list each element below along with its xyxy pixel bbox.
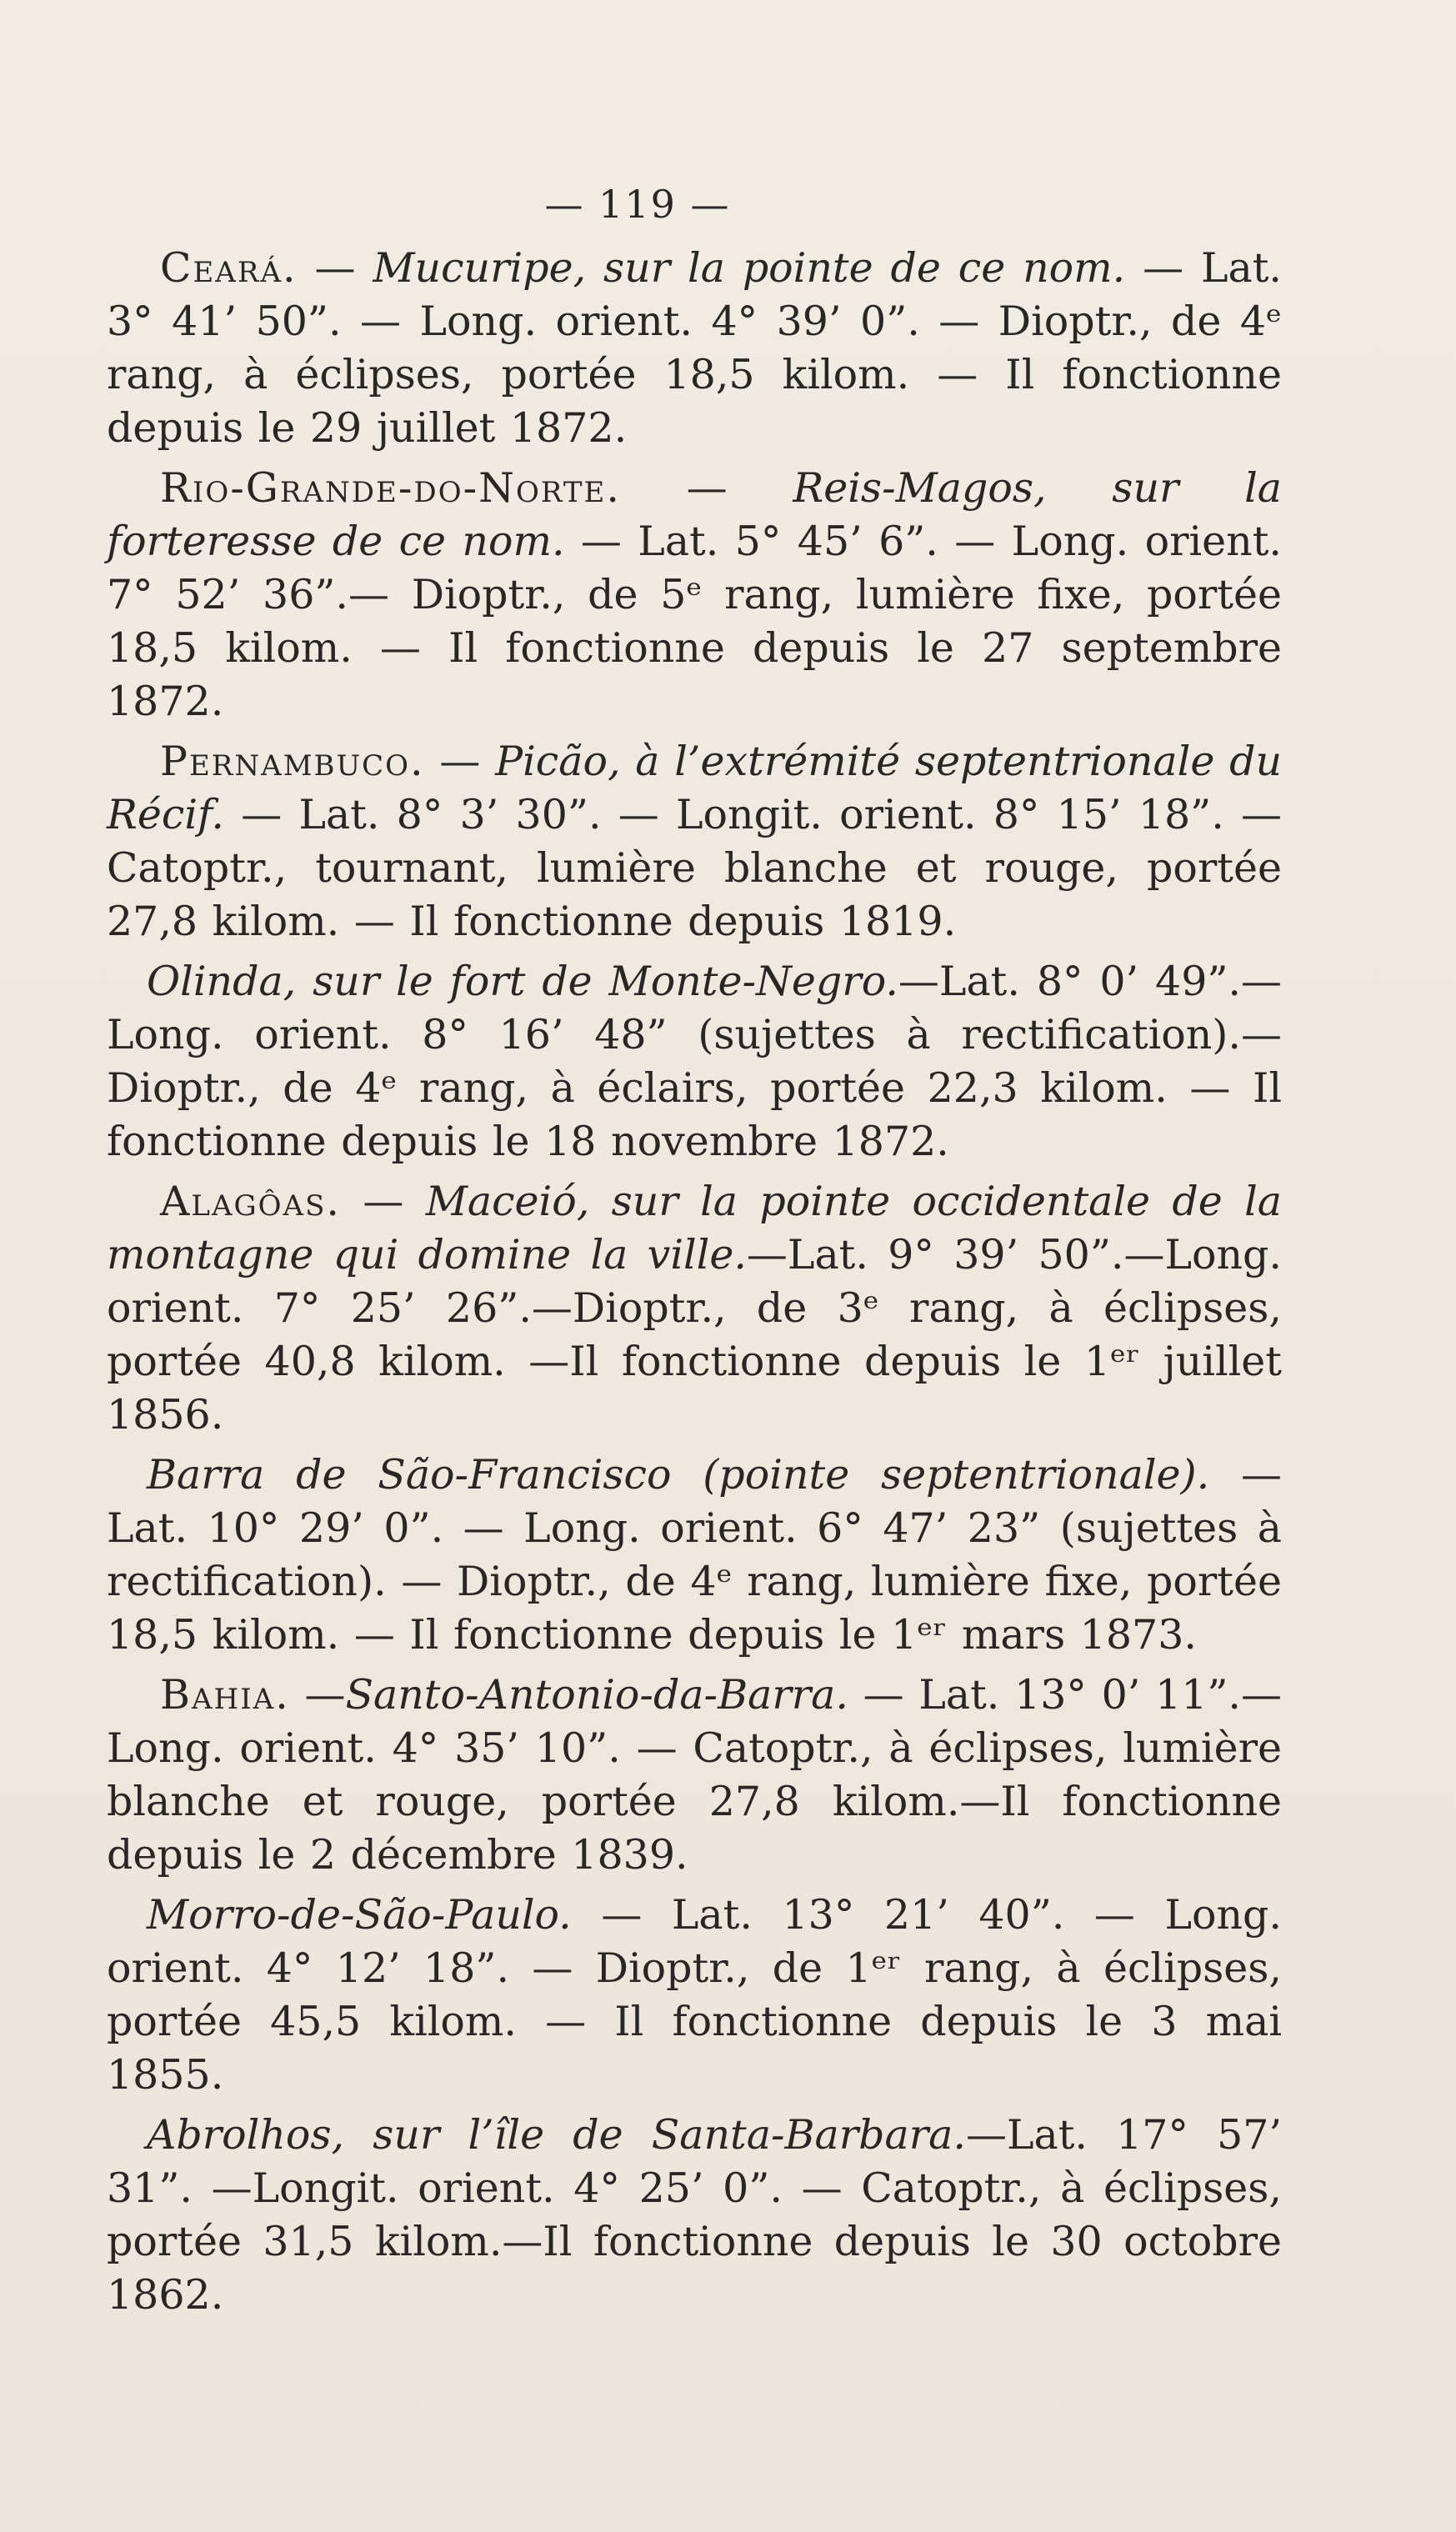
- region-name: Ceará.: [160, 244, 298, 292]
- lighthouse-details: — Lat. 10° 29’ 0”. — Long. orient. 6° 47’ 23” (sujettes à rectification). — Dioptr., de 4ᵉ rang, lumière fixe, portée 18,5 kilom. — Il fonctionne depuis le 1ᵉʳ mars 1873.: [107, 1451, 1283, 1659]
- lighthouse-list: [107, 242, 1282, 2329]
- lighthouse-details: —Lat. 9° 39’ 50”.—Long. orient. 7° 25’ 26”.—Dioptr., de 3ᵉ rang, à éclipses, portée 40,8 kilom. —Il fonctionne depuis le 1ᵉʳ juillet 1856.: [107, 1231, 1282, 1439]
- lighthouse-details: — Lat. 5° 45’ 6”. — Long. orient. 7° 52’ 36”.— Dioptr., de 5ᵉ rang, lumière fixe, portée 18,5 kilom. — Il fonctionne depuis le 27 septembre 1872.: [107, 518, 1282, 725]
- entry-alagoas-maceio: Alagôas. — Maceió, sur la pointe occidentale de la montagne qui domine la ville.—Lat. 9° 39’ 50”.—Long. orient. 7° 25’ 26”.—Dioptr., de 3ᵉ rang, à éclipses, portée 40,8 kilom. —Il fonctionne depuis le 1ᵉʳ juillet 1856.: [107, 1178, 1282, 1439]
- lighthouse-site: Maceió, sur la pointe occidentale de la montagne qui domine la ville.: [107, 1178, 1282, 1279]
- lighthouse-site: Mucuripe, sur la pointe de ce nom.: [373, 244, 1126, 292]
- lighthouse-site: Reis-Magos, sur la forteresse de ce nom.: [107, 464, 1283, 565]
- lighthouse-details: — Lat. 3° 41’ 50”. — Long. orient. 4° 39’ 0”. — Dioptr., de 4ᵉ rang, à éclipses, portée 18,5 kilom. — Il fonctionne depuis le 29 juillet 1872.: [107, 244, 1282, 452]
- page-number: — 119 —: [544, 182, 731, 227]
- region-name: Pernambuco.: [160, 738, 425, 785]
- lighthouse-details: — Lat. 8° 3’ 30”. — Longit. orient. 8° 15’ 18”. — Catoptr., tournant, lumière blanche et rouge, portée 27,8 kilom. — Il fonctionne depuis 1819.: [107, 791, 1283, 945]
- lighthouse-site: Abrolhos, sur l’île de Santa-Barbara.: [147, 2111, 966, 2159]
- entry-morro-de-sao-paulo: [107, 1889, 1282, 2102]
- lighthouse-details: —Lat. 17° 57’ 31”. —Longit. orient. 4° 25’ 0”. — Catoptr., à éclipses, portée 31,5 kilom.—Il fonctionne depuis le 30 octobre 1862.: [107, 2111, 1282, 2319]
- entry-olinda: [107, 955, 1282, 1168]
- lighthouse-site: Morro-de-São-Paulo.: [147, 1891, 572, 1939]
- lighthouse-details: — Lat. 13° 21’ 40”. — Long. orient. 4° 12’ 18”. — Dioptr., de 1ᵉʳ rang, à éclipses, portée 45,5 kilom. — Il fonctionne depuis le 3 mai 1855.: [107, 1891, 1282, 2099]
- lighthouse-details: — Lat. 13° 0’ 11”.— Long. orient. 4° 35’ 10”. — Catoptr., à éclipses, lumière blanche et rouge, portée 27,8 kilom.—Il fonctionne depuis le 2 décembre 1839.: [107, 1671, 1282, 1879]
- region-name: Alagôas.: [160, 1178, 341, 1225]
- region-name: Bahia.: [160, 1671, 290, 1719]
- entry-ceara: Ceará. — Mucuripe, sur la pointe de ce nom. — Lat. 3° 41’ 50”. — Long. orient. 4° 39’ 0”. — Dioptr., de 4ᵉ rang, à éclipses, portée 18,5 kilom. — Il fonctionne depuis le 29 juillet 1872.: [107, 244, 1282, 452]
- entry-pernambuco-picao: Pernambuco. — Picão, à l’extrémité septentrionale du Récif. — Lat. 8° 3’ 30”. — Longit. orient. 8° 15’ 18”. — Catoptr., tournant, lumière blanche et rouge, portée 27,8 kilom. — Il fonctionne depuis 1819.: [107, 738, 1283, 945]
- lighthouse-site: Santo-Antonio-da-Barra.: [345, 1671, 848, 1719]
- region-name: Rio-Grande-do-Norte.: [160, 464, 621, 512]
- entry-bahia-santo-antonio: Bahia. —Santo-Antonio-da-Barra. — Lat. 13° 0’ 11”.— Long. orient. 4° 35’ 10”. — Catoptr., à éclipses, lumière blanche et rouge, portée 27,8 kilom.—Il fonctionne depuis le 2 décembre 1839.: [107, 1671, 1282, 1879]
- lighthouse-site: Barra de São-Francisco (pointe septentrionale).: [147, 1451, 1210, 1499]
- lighthouse-site: Olinda, sur le fort de Monte-Negro.: [147, 958, 898, 1005]
- entry-abrolhos: [107, 2109, 1282, 2322]
- entry-barra-sao-francisco: [107, 1449, 1282, 1662]
- lighthouse-details: —Lat. 8° 0’ 49”.— Long. orient. 8° 16’ 48” (sujettes à rectification).—Dioptr., de 4ᵉ rang, à éclairs, portée 22,3 kilom. — Il fonctionne depuis le 18 novembre 1872.: [107, 958, 1282, 1165]
- entry-rio-grande-do-norte: Rio-Grande-do-Norte. — Reis-Magos, sur la forteresse de ce nom. — Lat. 5° 45’ 6”. — Long. orient. 7° 52’ 36”.— Dioptr., de 5ᵉ rang, lumière fixe, portée 18,5 kilom. — Il fonctionne depuis le 27 septembre 1872.: [107, 464, 1283, 725]
- lighthouse-site: Picão, à l’extrémité septentrionale du Récif.: [107, 738, 1283, 838]
